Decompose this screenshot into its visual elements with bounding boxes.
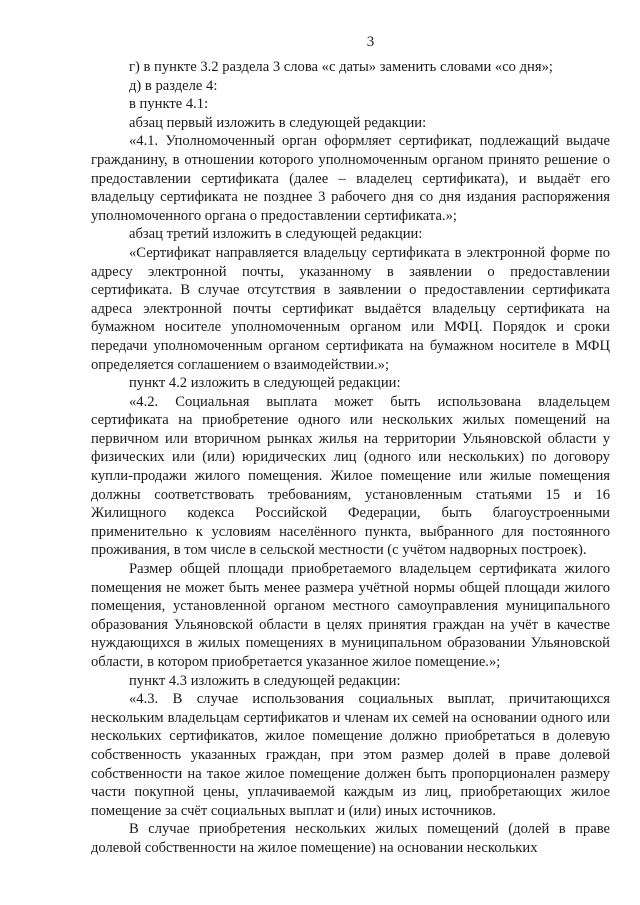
paragraph-point-4-3-intro: пункт 4.3 изложить в следующей редакции: <box>129 672 401 689</box>
paragraph-multiple-premises: В случае приобретения нескольких жилых помещений (долей в праве долевой собственности на жилое помещение) на основании нескольких <box>91 821 610 856</box>
paragraph-quote-4-3: «4.3. В случае использования социальных выплат, причитающихся нескольким владельцам сертификатов и членам их семей на основании одного или нескольких сертификатов, жилое помещение должно приобретаться в долевую собственность указанных граждан, при этом размер долей в праве долевой собственности на такое жилое помещение должен быть пропорционален размеру части покупной цены, уплачиваемой каждым из лиц, приобретающих жилое помещение за счёт социальных выплат и (или) иных источников. <box>91 691 610 819</box>
paragraph-first-abzac-intro: абзац первый изложить в следующей редакции: <box>129 114 427 131</box>
paragraph-quote-4-2: «4.2. Социальная выплата может быть использована владельцем сертификата на приобретение одного или нескольких жилых помещений на первичном или вторичном рынках жилья на территории Ульяновской области у физических или (или) юридических лиц (одного или нескольких) по договору купли-продажи жилого помещения. Жилое помещение или жилые помещения должны соответствовать требованиям, установленным статьями 15 и 16 Жилищного кодекса Российской Федерации, быть благоустроенными применительно к условиям населённого пункта, выбранного для постоянного проживания, в том числе в сельской местности (с учётом надворных построек). <box>91 393 610 559</box>
paragraph-item-d: д) в разделе 4: <box>129 77 218 94</box>
page-number: 3 <box>366 34 375 50</box>
paragraph-area-size: Размер общей площади приобретаемого владельцем сертификата жилого помещения не может быть менее размера учётной нормы общей площади жилого помещения, установленной органом местного самоуправления муниципального образования Ульяновской области в целях принятия граждан на учёт в качестве нуждающихся в жилых помещениях в муниципальном образовании Ульяновской области, в котором приобретается указанное жилое помещение.»; <box>91 561 610 670</box>
paragraph-third-abzac-intro: абзац третий изложить в следующей редакции: <box>129 226 423 243</box>
paragraph-point-4-1-intro: в пункте 4.1: <box>129 96 209 113</box>
paragraph-item-g: г) в пункте 3.2 раздела 3 слова «с даты» заменить словами «со дня»; <box>129 59 553 75</box>
paragraph-quote-4-1: «4.1. Уполномоченный орган оформляет сертификат, подлежащий выдаче гражданину, в отношении которого уполномоченным органом принято решение о предоставлении сертификата (далее – владелец сертификата), и выдаёт его владельцу сертификата не позднее 3 рабочего дня со дня издания распоряжения уполномоченного органа о предоставлении сертификата.»; <box>91 133 610 224</box>
paragraph-quote-certificate: «Сертификат направляется владельцу сертификата в электронной форме по адресу электронной почты, указанному в заявлении о предоставлении сертификата. В случае отсутствия в заявлении о предоставлении сертификата адреса электронной почты сертификат выдаётся владельцу сертификата на бумажном носителе уполномоченным органом или МФЦ. Порядок и сроки передачи уполномоченным органом сертификата на бумажном носителе в МФЦ определяется соглашением о взаимодействии.»; <box>91 244 610 373</box>
paragraph-point-4-2-intro: пункт 4.2 изложить в следующей редакции: <box>129 375 401 392</box>
